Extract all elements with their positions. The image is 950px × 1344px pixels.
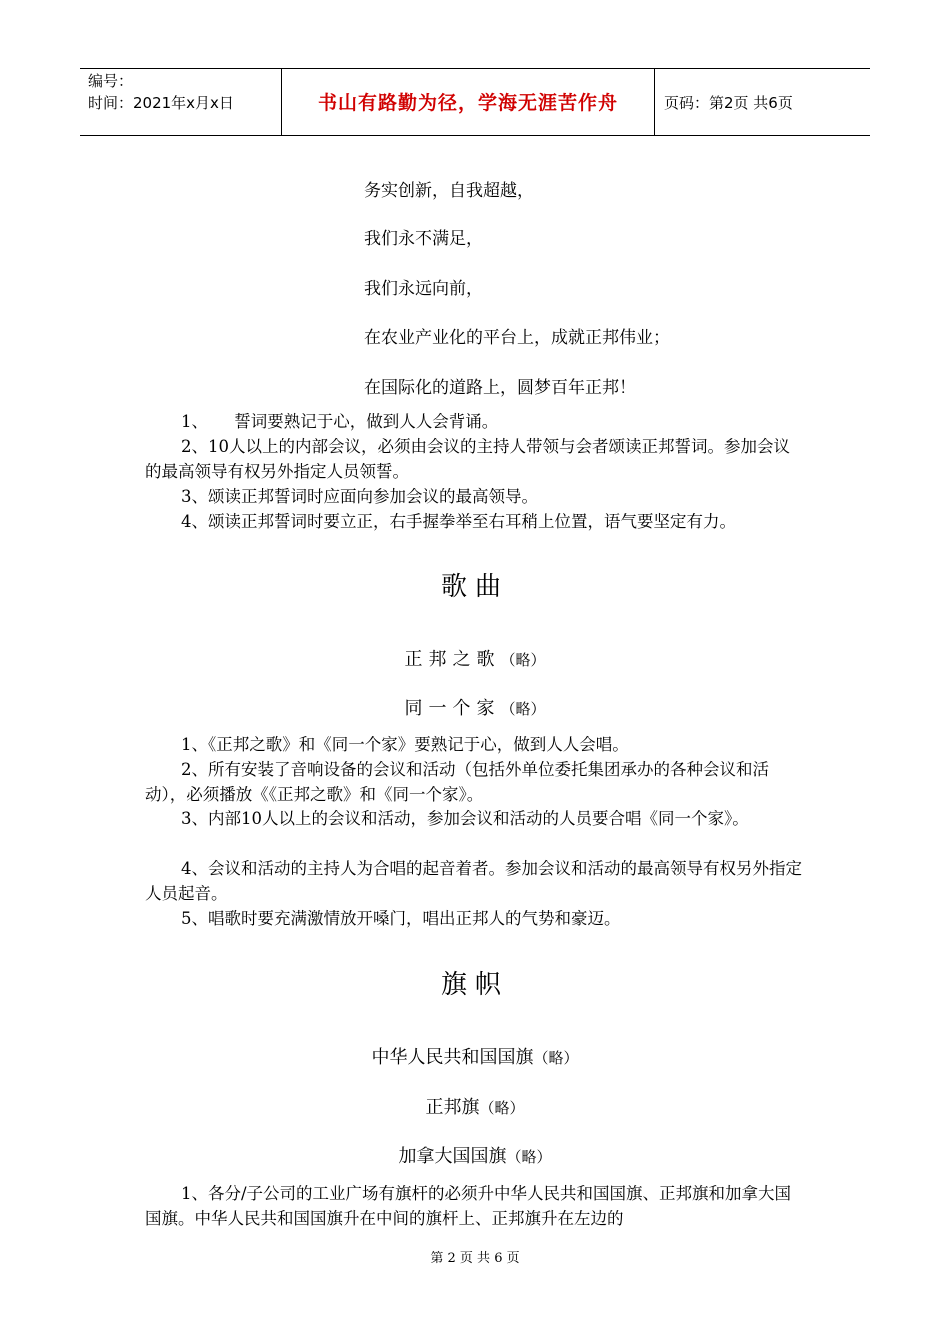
flag-title-text: 加拿大国国旗 <box>398 1146 507 1167</box>
code-label: 编号： <box>88 72 134 90</box>
flag-title <box>0 1043 950 1069</box>
header-bottom-rule <box>80 135 870 136</box>
song-title-text: 同一个家 <box>404 698 501 719</box>
flag-note: （略） <box>533 1049 579 1067</box>
oath-rule: 4、颂读正邦誓词时要立正，右手握拳举至右耳稍上位置，语气要坚定有力。 <box>181 512 736 531</box>
oath-line: 我们永远向前， <box>364 279 483 299</box>
flag-rule: 1、各分/子公司的工业广场有旗杆的必须升中华人民共和国国旗、正邦旗和加拿大国国旗。中华人民共和国国旗升在中间的旗杆上、正邦旗升在左边的 <box>145 1184 792 1228</box>
flag-title <box>0 1093 950 1119</box>
oath-line: 务实创新，自我超越， <box>364 181 534 201</box>
flag-note: （略） <box>479 1099 525 1117</box>
song-rule: 5、唱歌时要充满激情放开嗓门，唱出正邦人的气势和豪迈。 <box>181 909 621 928</box>
header-page-info: 页码：第2页 共6页 <box>664 94 793 112</box>
flag-title-text: 正邦旗 <box>425 1097 480 1118</box>
song-note: （略） <box>500 651 546 669</box>
header-meta <box>88 70 234 114</box>
date-line: 时间：2021年x月x日 <box>88 94 234 112</box>
header-divider-right <box>654 68 655 136</box>
songs-heading: 歌曲 <box>440 572 509 602</box>
page-footer: 第 2 页 共 6 页 <box>430 1251 520 1266</box>
song-note: （略） <box>500 700 546 718</box>
oath-rule: 3、颂读正邦誓词时应面向参加会议的最高领导。 <box>181 487 538 506</box>
song-title <box>0 645 950 671</box>
song-rule: 4、会议和活动的主持人为合唱的起音着者。参加会议和活动的最高领导有权另外指定人员起音。 <box>145 859 802 903</box>
song-rule: 3、内部10人以上的会议和活动，参加会议和活动的人员要合唱《同一个家》。 <box>181 809 749 828</box>
flags-heading: 旗帜 <box>440 970 509 1000</box>
header-top-rule <box>80 68 870 69</box>
flag-note: （略） <box>506 1148 552 1166</box>
song-title-text: 正邦之歌 <box>404 649 501 670</box>
header-motto: 书山有路勤为径，学海无涯苦作舟 <box>317 92 618 114</box>
oath-rule: 2、10人以上的内部会议，必须由会议的主持人带领与会者颂读正邦誓词。参加会议的最高领导有权另外指定人员领誓。 <box>145 437 790 481</box>
song-title <box>0 694 950 720</box>
flag-title-text: 中华人民共和国国旗 <box>371 1047 534 1068</box>
oath-rule: 1、 誓词要熟记于心，做到人人会背诵。 <box>181 412 499 431</box>
flag-title <box>0 1142 950 1168</box>
song-rule: 2、所有安装了音响设备的会议和活动（包括外单位委托集团承办的各种会议和活动），必须播放《《正邦之歌》和《同一个家》。 <box>145 760 769 804</box>
oath-line: 在农业产业化的平台上，成就正邦伟业； <box>364 328 670 348</box>
oath-line: 我们永不满足， <box>364 229 483 249</box>
song-rule: 1、《正邦之歌》和《同一个家》要熟记于心，做到人人会唱。 <box>181 735 629 754</box>
oath-line: 在国际化的道路上，圆梦百年正邦！ <box>364 378 636 398</box>
